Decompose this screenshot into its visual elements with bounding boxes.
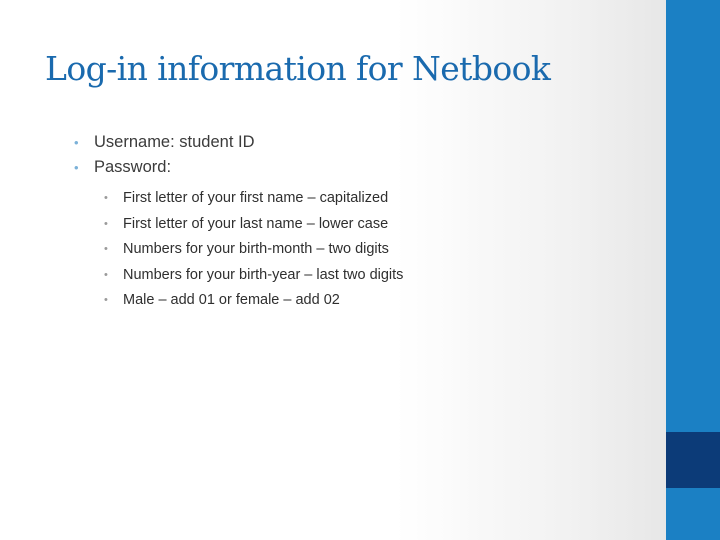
- bullet-icon: •: [104, 192, 108, 204]
- sidebar-top-band: [666, 0, 720, 432]
- bullet-icon: •: [104, 243, 108, 256]
- sidebar-bottom-band: [666, 488, 720, 540]
- sub-bullet-text: First letter of your last name – lower case: [123, 215, 389, 232]
- sub-bullet-text: Numbers for your birth-month – two digits: [123, 241, 389, 258]
- decorative-sidebar: [666, 0, 720, 540]
- slide-title: Log-in information for Netbook: [45, 49, 551, 88]
- bullet-icon: •: [104, 294, 108, 307]
- bullet-icon: •: [104, 268, 108, 281]
- bullet-icon: •: [74, 160, 79, 175]
- bullet-text: Username: student ID: [94, 133, 255, 151]
- sub-bullet-text: Numbers for your birth-year – last two digits: [123, 266, 404, 283]
- sub-bullet-text: Male – add 01 or female – add 02: [123, 292, 340, 309]
- bullet-text: Password:: [94, 158, 172, 176]
- sidebar-middle-band: [666, 432, 720, 488]
- bullet-icon: •: [74, 135, 79, 150]
- bullet-icon: •: [104, 217, 108, 230]
- sub-bullet-text: First letter of your first name – capitalized: [123, 190, 389, 206]
